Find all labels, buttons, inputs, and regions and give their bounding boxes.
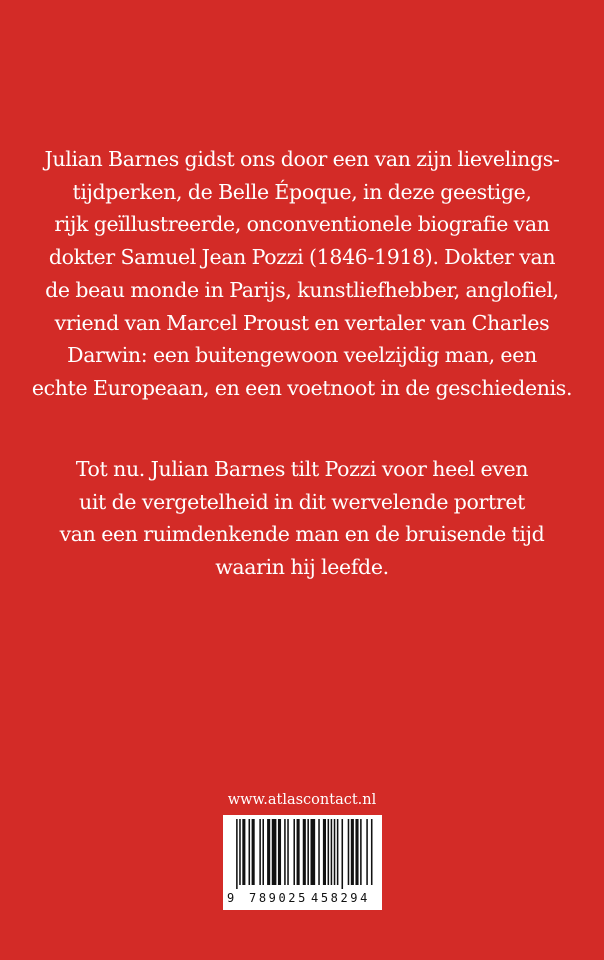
blurb-line: Tot nu. Julian Barnes tilt Pozzi voor heel even [75, 457, 529, 481]
blurb-line: dokter Samuel Jean Pozzi (1846-1918). Dokter van [48, 245, 556, 270]
blurb-line: echte Europeaan, en een voetnoot in de geschiedenis. [31, 375, 573, 400]
barcode-bars [223, 815, 382, 889]
barcode-bar [297, 819, 300, 885]
isbn-group-left: 789025 [249, 891, 308, 905]
barcode-bar [323, 819, 326, 885]
blurb-line: Julian Barnes gidst ons door een van zijn lievelings- [44, 147, 560, 171]
barcode-bar [351, 819, 354, 885]
barcode-bar [307, 819, 309, 885]
barcode-bar [371, 819, 373, 885]
blurb-line: rijk geïllustreerde, onconventionele biografie van [54, 212, 550, 237]
barcode-bar [318, 819, 320, 885]
barcode-bar [355, 819, 358, 885]
barcode-bar [328, 819, 330, 885]
barcode-bar [236, 819, 238, 889]
blurb-line: vriend van Marcel Proust en vertaler van Charles [54, 310, 550, 335]
isbn-group-right: 458294 [311, 891, 370, 905]
isbn-lead-digit: 9 [227, 891, 235, 905]
blurb-paragraph-1 [20, 143, 584, 405]
barcode-bar [267, 819, 270, 885]
barcode-bar [272, 819, 277, 885]
barcode-bar [259, 819, 261, 885]
barcode-bar [287, 819, 289, 885]
barcode-bar [284, 819, 286, 885]
barcode-bar [278, 819, 281, 885]
blurb-paragraph-2 [20, 453, 584, 584]
blurb-line: uit de vergetelheid in dit wervelende portret [79, 489, 525, 514]
barcode-bar [337, 819, 339, 885]
barcode-bar [239, 819, 241, 885]
barcode-bar [366, 819, 368, 885]
blurb-line: van een ruimdenkende man en de bruisende tijd [59, 522, 545, 547]
barcode-bar [311, 819, 316, 885]
barcode-bar [252, 819, 255, 885]
barcode-bar [348, 819, 350, 885]
blurb-line: Darwin: een buitengewoon veelzijdig man, een [67, 343, 537, 368]
barcode-bar [262, 819, 264, 885]
blurb-line: tijdperken, de Belle Époque, in deze geestige, [72, 179, 532, 204]
barcode-bar [331, 819, 333, 885]
barcode-bar [249, 819, 251, 885]
blurb-line: de beau monde in Parijs, kunstliefhebber, anglofiel, [45, 277, 559, 302]
barcode-bar [360, 819, 362, 885]
publisher-website: www.atlascontact.nl [227, 792, 377, 808]
barcode-bar [242, 819, 245, 885]
barcode-bar [303, 819, 306, 885]
barcode-bar [334, 819, 336, 885]
barcode-bar [342, 819, 344, 889]
isbn-number [223, 888, 382, 908]
barcode-bar [293, 819, 295, 885]
blurb-line: waarin hij leefde. [215, 555, 389, 580]
